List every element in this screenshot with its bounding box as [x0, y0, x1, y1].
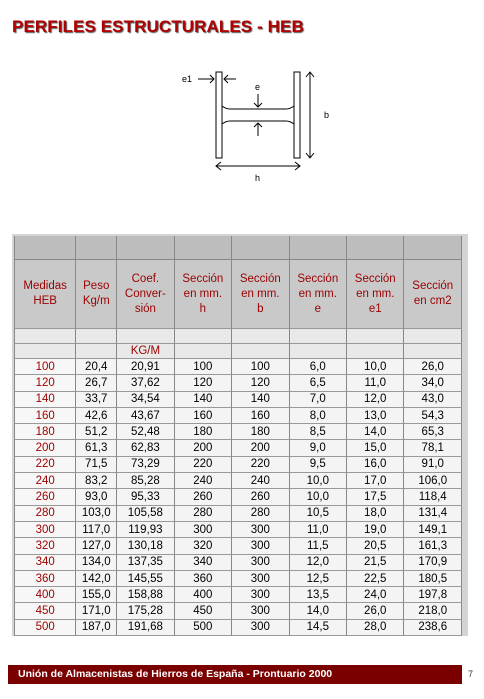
- value-cell: 11,0: [290, 522, 347, 538]
- value-cell: 42,6: [76, 408, 117, 424]
- column-header-line: Sección: [412, 280, 454, 292]
- page-title: PERFILES ESTRUCTURALES - HEB: [12, 17, 304, 36]
- value-cell: 175,28: [117, 603, 174, 619]
- table-row: [14, 440, 462, 456]
- value-cell: 200: [232, 440, 289, 456]
- column-header-line: Peso: [83, 280, 110, 292]
- value-cell: 6,0: [290, 359, 347, 375]
- size-cell: 500: [14, 620, 76, 636]
- size-cell: 240: [14, 473, 76, 489]
- value-cell: 26,0: [347, 603, 404, 619]
- column-header-line: b: [257, 302, 264, 315]
- column-header: [175, 260, 232, 329]
- size-cell: 140: [14, 392, 76, 408]
- heb-table: [14, 236, 462, 636]
- value-cell: 171,0: [76, 603, 117, 619]
- unit-cell: [347, 344, 404, 359]
- value-cell: 220: [175, 457, 232, 473]
- value-cell: 300: [232, 620, 289, 636]
- size-cell: 100: [14, 359, 76, 375]
- value-cell: 149,1: [404, 522, 462, 538]
- value-cell: 95,33: [117, 489, 174, 505]
- value-cell: 34,0: [404, 375, 462, 391]
- value-cell: 105,58: [117, 506, 174, 522]
- value-cell: 9,5: [290, 457, 347, 473]
- column-header-line: e1: [368, 302, 382, 315]
- value-cell: 450: [175, 603, 232, 619]
- footer-bar: Unión de Almacenistas de Hierros de España - Prontuario 2000: [8, 665, 462, 684]
- value-cell: 130,18: [117, 538, 174, 554]
- column-header: [232, 260, 289, 329]
- unit-cell: [404, 344, 462, 359]
- value-cell: 52,48: [117, 424, 174, 440]
- value-cell: 200: [175, 440, 232, 456]
- value-cell: 11,5: [290, 538, 347, 554]
- value-cell: 180: [175, 424, 232, 440]
- value-cell: 300: [232, 571, 289, 587]
- column-header: [290, 260, 347, 329]
- value-cell: 119,93: [117, 522, 174, 538]
- value-cell: 280: [232, 506, 289, 522]
- value-cell: 85,28: [117, 473, 174, 489]
- value-cell: 142,0: [76, 571, 117, 587]
- value-cell: 34,54: [117, 392, 174, 408]
- value-cell: 10,5: [290, 506, 347, 522]
- table-row: [14, 603, 462, 619]
- value-cell: 191,68: [117, 620, 174, 636]
- table-row: [14, 375, 462, 391]
- value-cell: 78,1: [404, 440, 462, 456]
- value-cell: 360: [175, 571, 232, 587]
- table-row: [14, 571, 462, 587]
- value-cell: 93,0: [76, 489, 117, 505]
- column-header: [76, 260, 117, 329]
- value-cell: 240: [232, 473, 289, 489]
- table-row: [14, 457, 462, 473]
- value-cell: 12,5: [290, 571, 347, 587]
- column-header-line: Sección: [182, 272, 224, 285]
- value-cell: 220: [232, 457, 289, 473]
- column-header-line: e: [314, 302, 321, 315]
- value-cell: 11,0: [347, 375, 404, 391]
- value-cell: 260: [175, 489, 232, 505]
- value-cell: 54,3: [404, 408, 462, 424]
- value-cell: 24,0: [347, 587, 404, 603]
- value-cell: 33,7: [76, 392, 117, 408]
- value-cell: 500: [175, 620, 232, 636]
- value-cell: 197,8: [404, 587, 462, 603]
- value-cell: 17,0: [347, 473, 404, 489]
- table-row: [14, 359, 462, 375]
- column-header-line: en mm.: [298, 287, 337, 300]
- value-cell: 170,9: [404, 555, 462, 571]
- value-cell: 20,4: [76, 359, 117, 375]
- size-cell: 360: [14, 571, 76, 587]
- table-row: [14, 392, 462, 408]
- column-header-line: sión: [134, 302, 156, 315]
- value-cell: 127,0: [76, 538, 117, 554]
- column-header-line: Sección: [354, 272, 396, 285]
- value-cell: 10,0: [290, 473, 347, 489]
- value-cell: 137,35: [117, 555, 174, 571]
- value-cell: 83,2: [76, 473, 117, 489]
- value-cell: 320: [175, 538, 232, 554]
- table-row: [14, 522, 462, 538]
- value-cell: 120: [175, 375, 232, 391]
- column-header-line: en cm2: [413, 295, 452, 307]
- value-cell: 280: [175, 506, 232, 522]
- value-cell: 240: [175, 473, 232, 489]
- value-cell: 131,4: [404, 506, 462, 522]
- size-cell: 280: [14, 506, 76, 522]
- size-cell: 450: [14, 603, 76, 619]
- value-cell: 117,0: [76, 522, 117, 538]
- table-spacer-row: [14, 329, 462, 344]
- value-cell: 20,5: [347, 538, 404, 554]
- size-cell: 300: [14, 522, 76, 538]
- column-header: [14, 260, 76, 329]
- value-cell: 65,3: [404, 424, 462, 440]
- value-cell: 14,0: [347, 424, 404, 440]
- table-row: [14, 506, 462, 522]
- value-cell: 238,6: [404, 620, 462, 636]
- value-cell: 17,5: [347, 489, 404, 505]
- value-cell: 180: [232, 424, 289, 440]
- table-top-strip: [14, 236, 462, 260]
- value-cell: 7,0: [290, 392, 347, 408]
- column-header: [347, 260, 404, 329]
- value-cell: 91,0: [404, 457, 462, 473]
- size-cell: 160: [14, 408, 76, 424]
- value-cell: 51,2: [76, 424, 117, 440]
- value-cell: 120: [232, 375, 289, 391]
- value-cell: 14,5: [290, 620, 347, 636]
- value-cell: 140: [232, 392, 289, 408]
- label-b: b: [324, 110, 330, 120]
- value-cell: 160: [175, 408, 232, 424]
- label-e1: e1: [182, 74, 193, 84]
- value-cell: 103,0: [76, 506, 117, 522]
- column-header-line: Sección: [239, 272, 281, 285]
- value-cell: 134,0: [76, 555, 117, 571]
- column-header: [404, 260, 462, 329]
- column-header-line: en mm.: [183, 287, 223, 300]
- value-cell: 26,0: [404, 359, 462, 375]
- size-cell: 120: [14, 375, 76, 391]
- value-cell: 158,88: [117, 587, 174, 603]
- value-cell: 300: [232, 555, 289, 571]
- unit-cell: [232, 344, 289, 359]
- size-cell: 340: [14, 555, 76, 571]
- column-header-line: Medidas: [23, 280, 67, 292]
- table-row: [14, 473, 462, 489]
- value-cell: 8,0: [290, 408, 347, 424]
- value-cell: 22,5: [347, 571, 404, 587]
- table-unit-row: [14, 344, 462, 359]
- value-cell: 187,0: [76, 620, 117, 636]
- value-cell: 145,55: [117, 571, 174, 587]
- label-e: e: [255, 82, 261, 92]
- value-cell: 16,0: [347, 457, 404, 473]
- value-cell: 300: [175, 522, 232, 538]
- value-cell: 118,4: [404, 489, 462, 505]
- value-cell: 26,7: [76, 375, 117, 391]
- value-cell: 100: [175, 359, 232, 375]
- value-cell: 160: [232, 408, 289, 424]
- value-cell: 8,5: [290, 424, 347, 440]
- column-header-line: h: [199, 302, 207, 315]
- value-cell: 9,0: [290, 440, 347, 456]
- heb-profile-diagram: [170, 60, 340, 185]
- value-cell: 13,0: [347, 408, 404, 424]
- value-cell: 12,0: [347, 392, 404, 408]
- value-cell: 12,0: [290, 555, 347, 571]
- value-cell: 155,0: [76, 587, 117, 603]
- column-header: [117, 260, 174, 329]
- column-header-line: en mm.: [241, 287, 280, 300]
- unit-cell: [14, 344, 76, 359]
- value-cell: 43,0: [404, 392, 462, 408]
- value-cell: 37,62: [117, 375, 174, 391]
- value-cell: 20,91: [117, 359, 174, 375]
- unit-cell: [290, 344, 347, 359]
- value-cell: 300: [232, 587, 289, 603]
- value-cell: 14,0: [290, 603, 347, 619]
- value-cell: 18,0: [347, 506, 404, 522]
- size-cell: 260: [14, 489, 76, 505]
- column-header-line: Coef.: [131, 272, 160, 285]
- value-cell: 161,3: [404, 538, 462, 554]
- table-row: [14, 538, 462, 554]
- value-cell: 71,5: [76, 457, 117, 473]
- column-header-line: Kg/m: [82, 295, 110, 307]
- size-cell: 200: [14, 440, 76, 456]
- column-header-line: HEB: [33, 295, 57, 307]
- table-row: [14, 408, 462, 424]
- table-row: [14, 555, 462, 571]
- table-header-row: [14, 260, 462, 329]
- value-cell: 340: [175, 555, 232, 571]
- value-cell: 21,5: [347, 555, 404, 571]
- value-cell: 19,0: [347, 522, 404, 538]
- size-cell: 400: [14, 587, 76, 603]
- page-number: 7: [468, 669, 474, 679]
- value-cell: 6,5: [290, 375, 347, 391]
- table-row: [14, 424, 462, 440]
- value-cell: 10,0: [290, 489, 347, 505]
- value-cell: 140: [175, 392, 232, 408]
- table-row: [14, 620, 462, 636]
- value-cell: 300: [232, 522, 289, 538]
- value-cell: 218,0: [404, 603, 462, 619]
- value-cell: 43,67: [117, 408, 174, 424]
- value-cell: 61,3: [76, 440, 117, 456]
- value-cell: 106,0: [404, 473, 462, 489]
- value-cell: 62,83: [117, 440, 174, 456]
- value-cell: 100: [232, 359, 289, 375]
- value-cell: 73,29: [117, 457, 174, 473]
- value-cell: 180,5: [404, 571, 462, 587]
- value-cell: 300: [232, 603, 289, 619]
- column-header-line: Conver-: [124, 287, 166, 300]
- value-cell: 260: [232, 489, 289, 505]
- value-cell: 28,0: [347, 620, 404, 636]
- value-cell: 10,0: [347, 359, 404, 375]
- column-header-line: en mm.: [356, 287, 395, 300]
- value-cell: 400: [175, 587, 232, 603]
- column-header-line: Sección: [297, 272, 339, 285]
- table-row: [14, 587, 462, 603]
- table-row: [14, 489, 462, 505]
- size-cell: 320: [14, 538, 76, 554]
- unit-cell: KG/M: [117, 344, 174, 359]
- size-cell: 220: [14, 457, 76, 473]
- value-cell: 15,0: [347, 440, 404, 456]
- value-cell: 300: [232, 538, 289, 554]
- unit-cell: [175, 344, 232, 359]
- unit-cell: [76, 344, 117, 359]
- value-cell: 13,5: [290, 587, 347, 603]
- size-cell: 180: [14, 424, 76, 440]
- label-h: h: [255, 173, 261, 183]
